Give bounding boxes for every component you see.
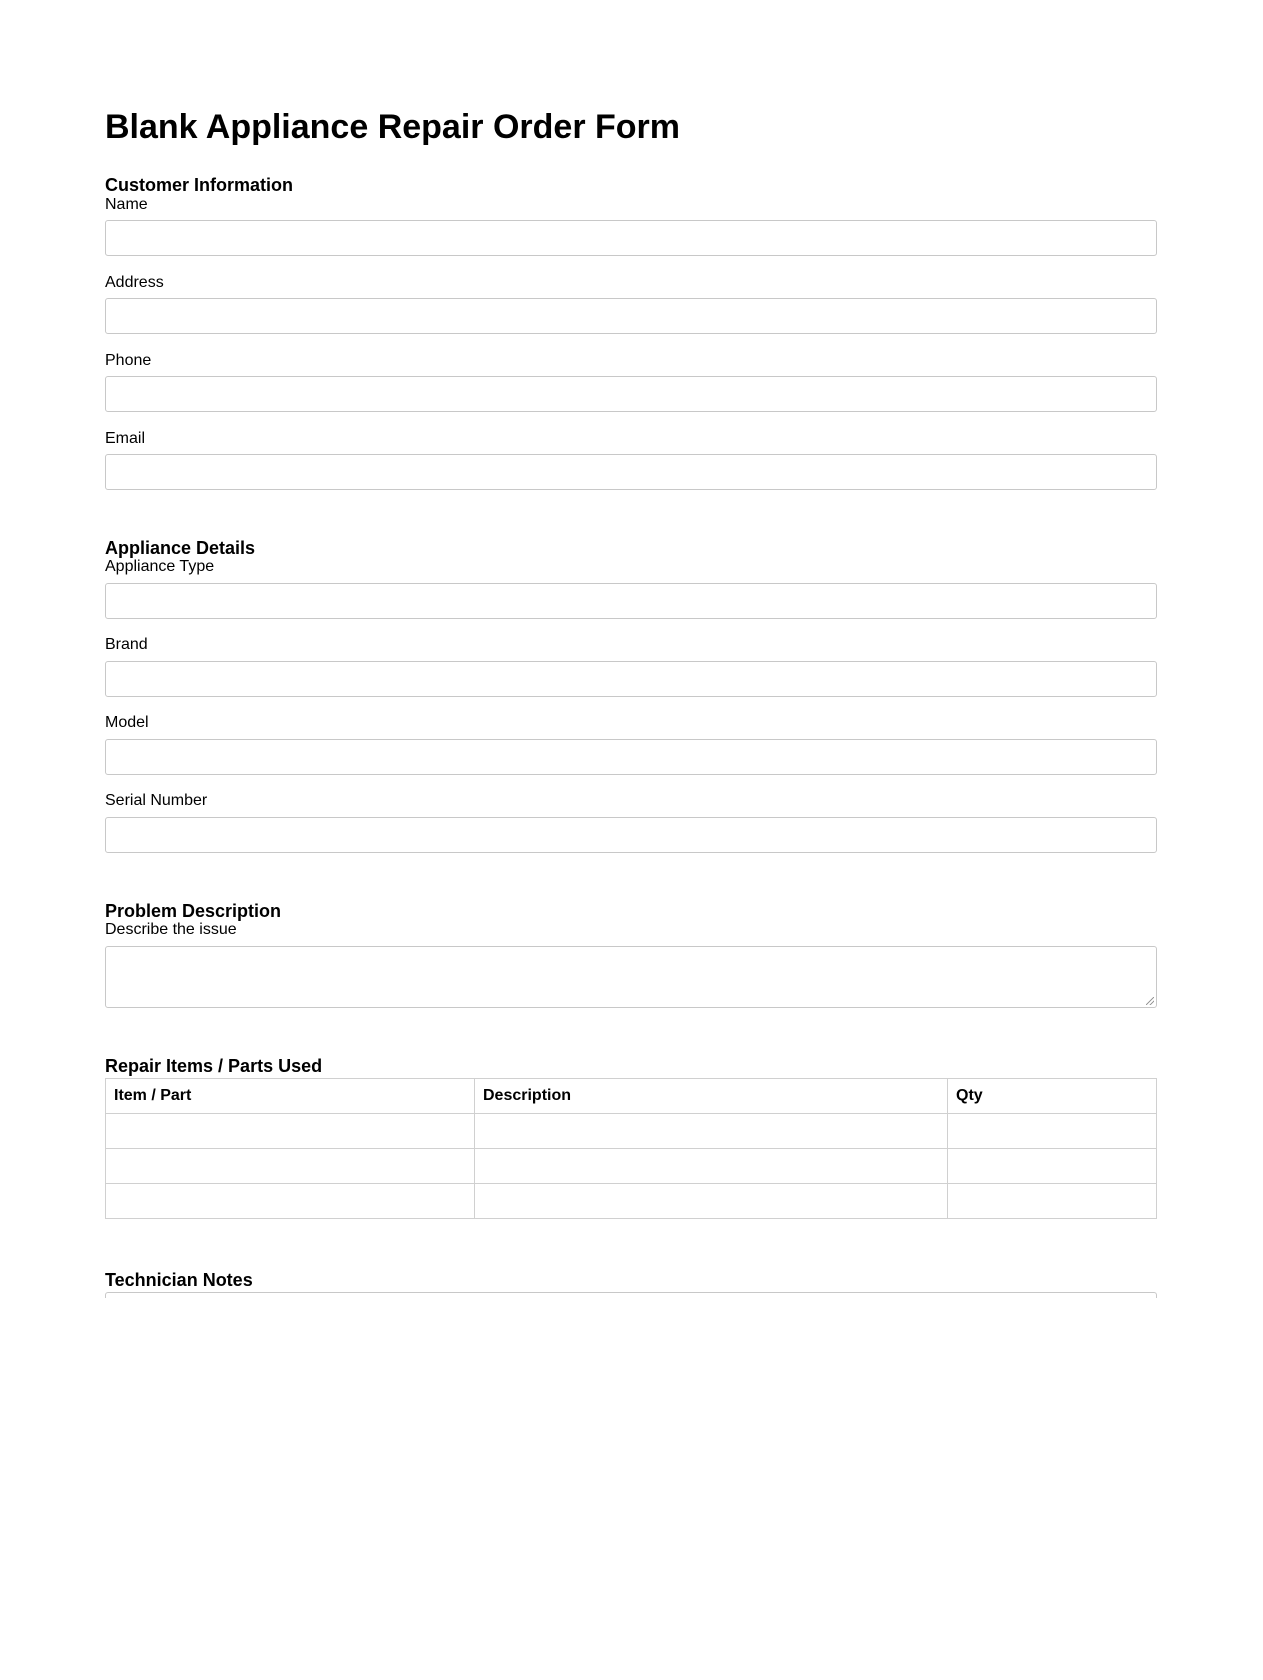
column-header-item: Item / Part: [106, 1079, 475, 1114]
address-label: Address: [105, 274, 164, 291]
column-header-description: Description: [475, 1079, 948, 1114]
description-cell[interactable]: [475, 1184, 948, 1219]
description-cell[interactable]: [475, 1114, 948, 1149]
describe-issue-label: Describe the issue: [105, 921, 237, 938]
table-row: [106, 1184, 1157, 1219]
qty-cell[interactable]: [948, 1149, 1157, 1184]
item-cell[interactable]: [106, 1149, 475, 1184]
email-label: Email: [105, 430, 146, 447]
table-header-row: [106, 1079, 1157, 1114]
address-input[interactable]: [105, 298, 1157, 334]
serial-number-label: Serial Number: [105, 792, 208, 809]
technician-notes-textarea[interactable]: [105, 1292, 1157, 1298]
phone-label: Phone: [105, 352, 152, 369]
name-input[interactable]: [105, 220, 1157, 256]
model-label: Model: [105, 714, 149, 731]
repair-items-table: [105, 1078, 1157, 1219]
qty-cell[interactable]: [948, 1184, 1157, 1219]
qty-cell[interactable]: [948, 1114, 1157, 1149]
repair-section-heading: Repair Items / Parts Used: [105, 1056, 323, 1076]
phone-input[interactable]: [105, 376, 1157, 412]
brand-input[interactable]: [105, 661, 1157, 697]
technician-notes-heading: Technician Notes: [105, 1270, 253, 1290]
problem-section-heading: Problem Description: [105, 901, 282, 921]
table-row: [106, 1149, 1157, 1184]
column-header-qty: Qty: [948, 1079, 1157, 1114]
item-cell[interactable]: [106, 1184, 475, 1219]
appliance-type-input[interactable]: [105, 583, 1157, 619]
table-row: [106, 1114, 1157, 1149]
appliance-type-label: Appliance Type: [105, 558, 215, 575]
serial-number-input[interactable]: [105, 817, 1157, 853]
description-cell[interactable]: [475, 1149, 948, 1184]
model-input[interactable]: [105, 739, 1157, 775]
describe-issue-textarea[interactable]: [105, 946, 1157, 1008]
item-cell[interactable]: [106, 1114, 475, 1149]
email-input[interactable]: [105, 454, 1157, 490]
customer-section-heading: Customer Information: [105, 175, 294, 195]
appliance-section-heading: Appliance Details: [105, 538, 256, 558]
page-title: Blank Appliance Repair Order Form: [105, 108, 680, 146]
brand-label: Brand: [105, 636, 148, 653]
name-label: Name: [105, 196, 148, 213]
resize-handle-icon[interactable]: [1146, 997, 1154, 1005]
